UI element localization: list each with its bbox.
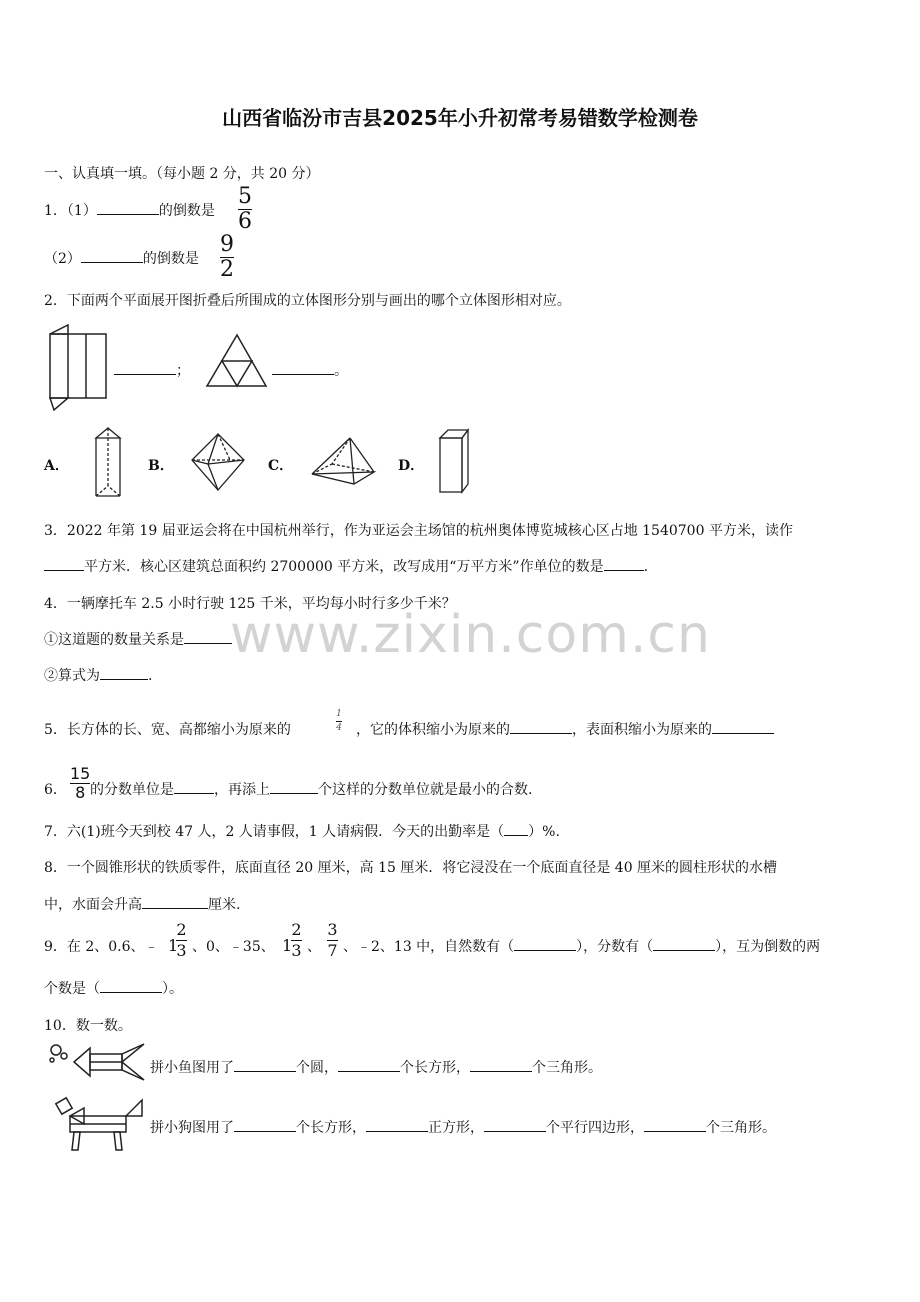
q1-part2 xyxy=(44,248,199,268)
q1-fraction-9-2 xyxy=(220,234,234,281)
q9-line2 xyxy=(44,978,183,998)
q9-mixed1-fraction xyxy=(176,922,187,959)
option-d-label: D． xyxy=(398,458,425,474)
q1-part1 xyxy=(44,200,215,220)
q10-dog-blank-4[interactable] xyxy=(644,1117,706,1132)
option-b-octahedron xyxy=(190,432,246,494)
q5-text-c: ，表面积缩小为原来的 xyxy=(572,722,712,738)
q5-blank-1[interactable] xyxy=(510,719,572,734)
q3-line2 xyxy=(44,556,648,576)
q1-part1-blank[interactable] xyxy=(97,200,159,215)
q1-part1-prefix: 1．（1） xyxy=(44,203,97,219)
q5-fraction-1-4 xyxy=(336,710,342,733)
q7 xyxy=(44,821,560,841)
q1-frac1-numerator: 5 xyxy=(238,184,252,209)
option-b-label: B． xyxy=(148,458,174,474)
q6-blank-1[interactable] xyxy=(174,779,214,794)
q9-text-f: ），互为倒数的两 xyxy=(715,939,821,955)
q2-blank-2[interactable] xyxy=(272,360,334,375)
q1-part1-suffix: 的倒数是 xyxy=(158,203,215,219)
q10-fish-blank-3[interactable] xyxy=(470,1057,532,1072)
q3-end: . xyxy=(643,559,649,575)
q9-text-d: 、﹣2、13 中，自然数有（ xyxy=(343,939,515,955)
q1-part2-suffix: 的倒数是 xyxy=(142,251,199,267)
q10-dog-a: 拼小狗图用了 xyxy=(150,1120,234,1136)
q9-f-denominator: 7 xyxy=(327,941,338,960)
q9-m2-numerator: 2 xyxy=(291,920,302,939)
q4-blank-1[interactable] xyxy=(184,629,232,644)
q6-prefix: 6． xyxy=(44,782,67,798)
q4-sub2-text: ②算式为 xyxy=(44,668,100,684)
option-a-label: A． xyxy=(44,458,69,474)
page-title: 山西省临汾市吉县2025年小升初常考易错数学检测卷 xyxy=(222,106,698,130)
q3-blank-2[interactable] xyxy=(604,556,644,571)
q5-frac-denominator: 4 xyxy=(336,723,342,733)
q5-frac-numerator: 1 xyxy=(336,709,342,719)
q6-frac-numerator: 15 xyxy=(70,764,91,783)
watermark: www.zixin.com.cn xyxy=(230,605,711,665)
q6-blank-2[interactable] xyxy=(270,779,318,794)
option-c-pyramid xyxy=(310,436,376,490)
q2-answer-line-1 xyxy=(114,360,190,380)
q10-dog-blank-2[interactable] xyxy=(366,1117,428,1132)
q8-text-b: 厘米. xyxy=(208,897,241,913)
q7-end: ）%. xyxy=(528,824,560,840)
q10-fish-d: 个三角形。 xyxy=(532,1060,602,1076)
q10-dog-blank-1[interactable] xyxy=(234,1117,296,1132)
option-c-label: C． xyxy=(268,458,294,474)
q5-part1: 5．长方体的长、宽、高都缩小为原来的 xyxy=(44,722,291,738)
q9-mixed2-whole: 1 xyxy=(282,936,293,955)
q10-fish-a: 拼小鱼图用了 xyxy=(150,1060,234,1076)
q6-text-c: 个这样的分数单位就是最小的合数. xyxy=(318,782,533,798)
q3-blank-1[interactable] xyxy=(44,556,84,571)
q10-dog-d: 个平行四边形， xyxy=(546,1120,644,1136)
q2-end: 。 xyxy=(334,363,348,379)
option-d-cuboid xyxy=(438,428,472,494)
q3-text-2: 平方米．核心区建筑总面积约 2700000 平方米，改写成用“万平方米”作单位的数是 xyxy=(84,559,604,575)
q8-line2 xyxy=(44,894,240,914)
q6-frac-denominator: 8 xyxy=(75,783,86,802)
q9-m1-numerator: 2 xyxy=(176,920,187,939)
q9-text-h: ）。 xyxy=(162,981,183,997)
q6-text xyxy=(90,779,532,799)
fish-figure xyxy=(46,1040,146,1086)
q8-blank[interactable] xyxy=(142,894,208,909)
q10-dog-blank-3[interactable] xyxy=(484,1117,546,1132)
q10-text: 10．数一数。 xyxy=(44,1018,132,1034)
q10-dog-b: 个长方形， xyxy=(296,1120,366,1136)
q9-part-d xyxy=(343,936,820,956)
q1-part2-blank[interactable] xyxy=(81,248,143,263)
q3-line1: 3．2022 年第 19 届亚运会将在中国杭州举行，作为亚运会主场馆的杭州奥体博览城核心区占地 1540700 平方米，读作 xyxy=(44,523,793,539)
q10-fish-c: 个长方形， xyxy=(400,1060,470,1076)
q9-part-c: 、 xyxy=(307,939,321,955)
q9-blank-3[interactable] xyxy=(100,978,162,993)
q5-text-b: ，它的体积缩小为原来的 xyxy=(356,722,510,738)
option-a-triangular-prism xyxy=(88,426,128,498)
q1-frac2-denominator: 2 xyxy=(220,257,234,282)
q7-text: 7．六(1)班今天到校 47 人，2 人请事假，1 人请病假．今天的出勤率是（ xyxy=(44,824,505,840)
q10-fish-b: 个圆， xyxy=(296,1060,338,1076)
q10-dog-e: 个三角形。 xyxy=(706,1120,776,1136)
q9-part-b: 、0、﹣35、 xyxy=(192,939,275,955)
q9-blank-2[interactable] xyxy=(653,936,715,951)
q4-sub1 xyxy=(44,629,232,649)
q10-dog-c: 正方形， xyxy=(428,1120,484,1136)
q10-fish-line xyxy=(150,1057,602,1077)
q9-text-e: ），分数有（ xyxy=(576,939,654,955)
section-heading: 一、认真填一填。（每小题 2 分，共 20 分） xyxy=(44,166,320,182)
q9-mixed2-fraction xyxy=(291,922,302,959)
tetrahedron-net-figure xyxy=(204,332,270,388)
q9-text-g: 个数是（ xyxy=(44,981,100,997)
q9-f-numerator: 3 xyxy=(327,920,338,939)
q8-text-a: 中，水面会升高 xyxy=(44,897,142,913)
q2-separator: ； xyxy=(176,363,190,379)
q9-m1-denominator: 3 xyxy=(176,941,187,960)
q10-fish-blank-2[interactable] xyxy=(338,1057,400,1072)
q4-sub1-text: ①这道题的数量关系是 xyxy=(44,632,184,648)
q8-line1: 8．一个圆锥形状的铁质零件，底面直径 20 厘米，高 15 厘米．将它浸没在一个底面直径是 40 厘米的圆柱形状的水槽 xyxy=(44,860,778,876)
q5-blank-2[interactable] xyxy=(712,719,774,734)
q1-frac1-denominator: 6 xyxy=(238,209,252,234)
q10-dog-line xyxy=(150,1117,776,1137)
q6-fraction-15-8 xyxy=(70,766,90,801)
q4-sub2 xyxy=(44,665,152,685)
q4-text: 4．一辆摩托车 2.5 小时行驶 125 千米，平均每小时行多少千米？ xyxy=(44,596,456,612)
q5-frac-bar xyxy=(336,721,342,722)
q9-mixed1-whole: 1 xyxy=(168,936,179,955)
q1-frac2-numerator: 9 xyxy=(220,232,234,257)
q2-answer-line-2 xyxy=(272,360,348,380)
q6-text-a: 的分数单位是 xyxy=(90,782,174,798)
q4-sub2-end: . xyxy=(148,668,153,684)
q4-blank-2[interactable] xyxy=(100,665,148,680)
dog-figure xyxy=(48,1094,148,1154)
q7-blank[interactable] xyxy=(504,821,528,836)
q9-fraction-3-7 xyxy=(327,922,338,959)
q6-text-b: ，再添上 xyxy=(214,782,270,798)
prism-net-figure xyxy=(44,322,114,412)
q1-part2-prefix: （2） xyxy=(44,251,81,267)
q2-blank-1[interactable] xyxy=(114,360,176,375)
q10-fish-blank-1[interactable] xyxy=(234,1057,296,1072)
q9-blank-1[interactable] xyxy=(514,936,576,951)
q5-part2 xyxy=(356,719,774,739)
q1-fraction-5-6 xyxy=(238,186,252,233)
q9-m2-denominator: 3 xyxy=(291,941,302,960)
q2-text: 2．下面两个平面展开图折叠后所围成的立体图形分别与画出的哪个立体图形相对应。 xyxy=(44,293,571,309)
q9-part-a: 9．在 2、0.6、﹣ xyxy=(44,939,159,955)
